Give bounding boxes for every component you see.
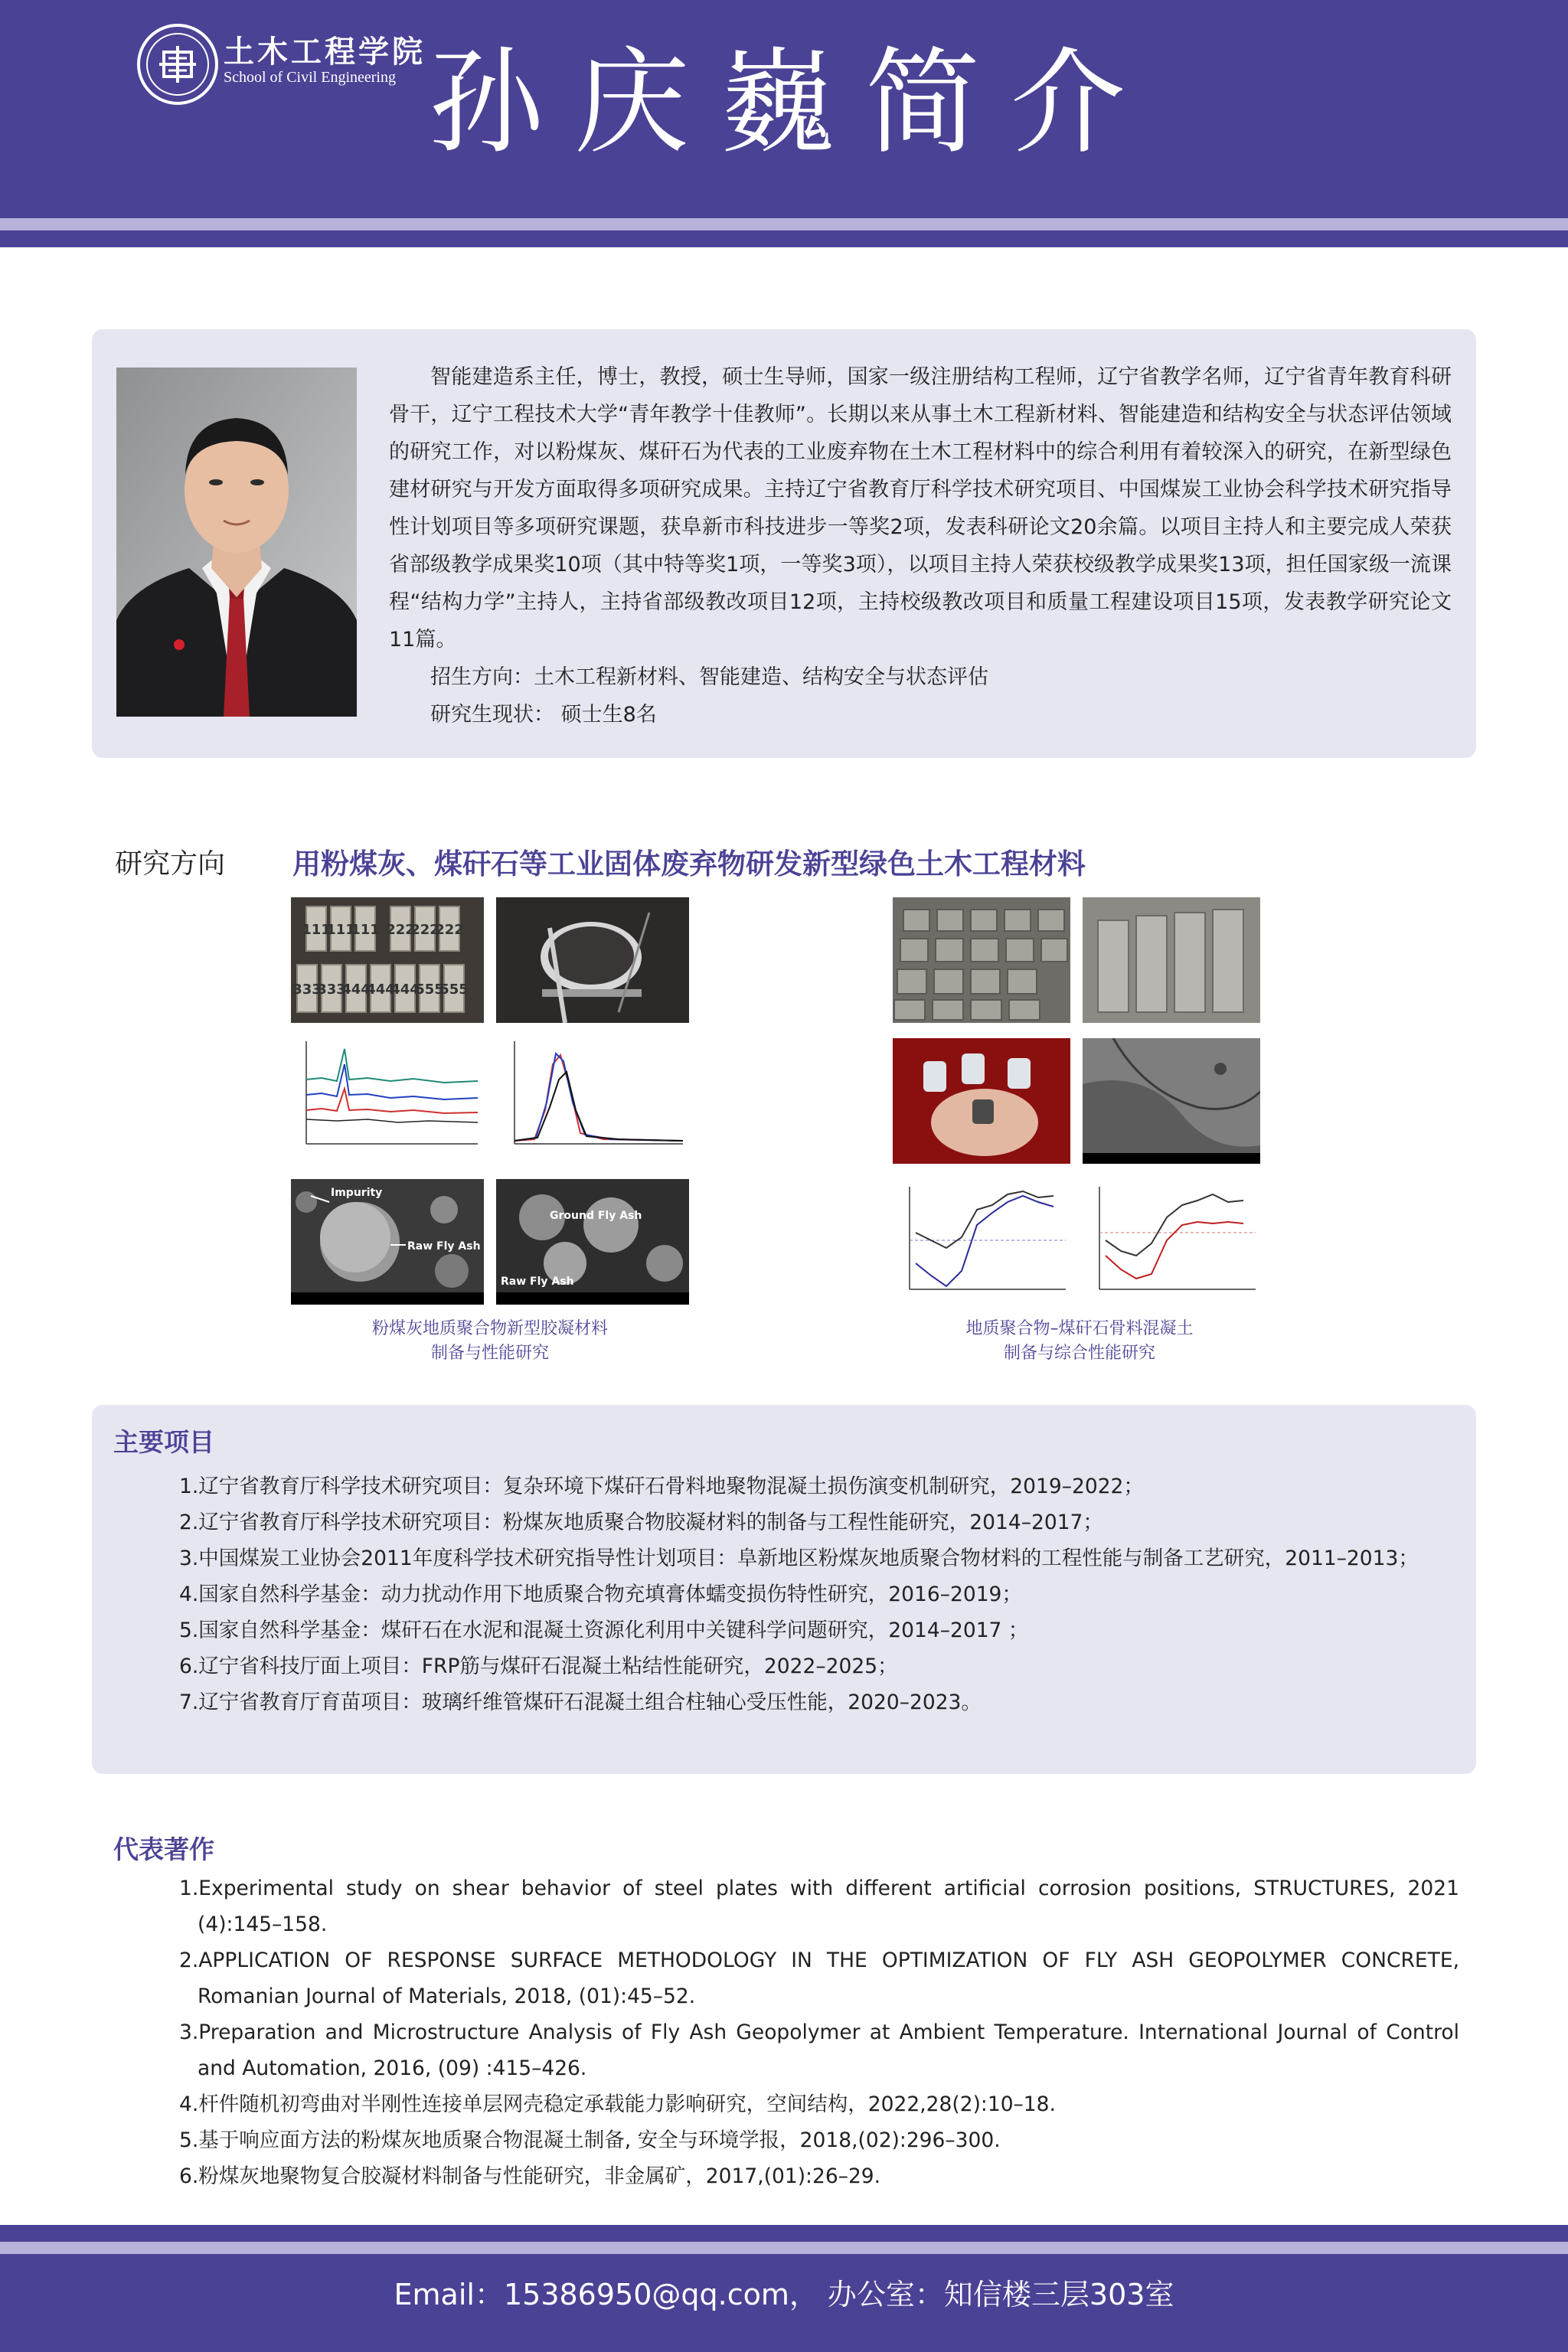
sample-label: 222: [435, 922, 464, 938]
sample-label: 222: [386, 922, 415, 938]
sample-label: 444: [366, 982, 395, 998]
concrete-cubes-photo: [893, 897, 1070, 1023]
sem-raw-fly-ash-image: [291, 1179, 484, 1305]
test-apparatus-photo: [496, 897, 689, 1023]
sem-label-ground-fly-ash: Ground Fly Ash: [550, 1210, 642, 1222]
bio-admission: 招生方向：土木工程新材料、智能建造、结构安全与状态评估: [430, 665, 988, 689]
publications-list: [179, 1870, 1459, 2194]
right-caption-line2: 制备与综合性能研究: [1003, 1344, 1155, 1363]
project-item: 4.国家自然科学基金：动力扰动作用下地质聚合物充填膏体蠕变损伤特性研究，2016–2019；: [179, 1583, 1022, 1606]
school-name-en: School of Civil Engineering: [224, 69, 396, 86]
sample-label: 555: [415, 982, 444, 998]
sample-label: 333: [317, 982, 346, 998]
left-caption-line1: 粉煤灰地质聚合物新型胶凝材料: [371, 1319, 608, 1338]
project-item: 1.辽宁省教育厅科学技术研究项目：复杂环境下煤矸石骨料地聚物混凝土损伤演变机制研究，2019–2022；: [179, 1475, 1144, 1498]
sample-label: 111: [351, 922, 380, 938]
left-caption: [291, 1317, 689, 1366]
header-stripe-dark: [0, 230, 1568, 247]
projects-title: 主要项目: [113, 1427, 214, 1457]
portrait-photo: [116, 368, 357, 717]
research-title: 用粉煤灰、煤矸石等工业固体废弃物研发新型绿色土木工程材料: [292, 848, 1086, 880]
bio-students: 研究生现状： 硕士生8名: [430, 703, 657, 727]
sample-label: 444: [341, 982, 371, 998]
gangue-specimens-photo: [893, 1038, 1070, 1164]
sample-blocks-photo: [291, 897, 484, 1023]
sample-label: 111: [302, 922, 331, 938]
publication-item: 5.基于响应面方法的粉煤灰地质聚合物混凝土制备, 安全与环境学报，2018,(02):296–300.: [179, 2128, 1001, 2152]
research-label: 研究方向: [115, 848, 226, 880]
left-caption-line2: 制备与性能研究: [430, 1344, 549, 1363]
school-name-cn: 土木工程学院: [224, 34, 426, 70]
header-stripe-light: [0, 218, 1568, 230]
sample-label: 333: [292, 982, 322, 998]
page-title: 孙庆巍简介: [429, 37, 1157, 170]
project-item: 2.辽宁省教育厅科学技术研究项目：粉煤灰地质聚合物胶凝材料的制备与工程性能研究，2014–2017；: [179, 1511, 1103, 1534]
pore-distribution-chart-image: [496, 1034, 689, 1159]
bio-paragraph: 智能建造系主任，博士，教授，硕士生导师，国家一级注册结构工程师，辽宁省教学名师，辽宁省青年教育科研骨干，辽宁工程技术大学“青年教学十佳教师”。长期以来从事土木工程新材料、智能建造和结构安全与状态评估领域的研究工作，对以粉煤灰、煤矸石为代表的工业废弃物在土木工程材料中的综合利用有着较深入的研究，在新型绿色建材研究与开发方面取得多项研究成果。主持辽宁省教育厅科学技术研究项目、中国煤炭工业协会科学技术研究指导性计划项目等多项研究课题，获阜新市科技进步一等奖2项，发表科研论文20余篇。以项目主持人和主要完成人荣获省部级教学成果奖10项（其中特等奖1项，一等奖3项），以项目主持人荣获校级教学成果奖13项，担任国家级一流课程“结构力学”主持人，主持省部级教改项目12项，主持校级教改项目和质量工程建设项目15项，发表教学研究论文11篇。: [389, 365, 1452, 652]
right-caption-line1: 地质聚合物–煤矸石骨料混凝土: [965, 1319, 1194, 1338]
strength-chart-right-image: [1083, 1179, 1260, 1305]
project-item: 5.国家自然科学基金：煤矸石在水泥和混凝土资源化利用中关键科学问题研究，2014–2017 ；: [179, 1619, 1029, 1642]
publication-item: 6.粉煤灰地聚物复合胶凝材料制备与性能研究，非金属矿，2017,(01):26–29.: [179, 2164, 881, 2188]
xrd-chart-image: [291, 1034, 484, 1159]
footer-stripe-dark: [0, 2225, 1568, 2242]
sem-label-raw-fly-ash: Raw Fly Ash: [407, 1240, 481, 1253]
sem-label-impurity: Impurity: [331, 1187, 383, 1199]
footer-stripe-light: [0, 2242, 1568, 2254]
sample-label: 555: [439, 982, 469, 998]
concrete-prisms-photo: [1083, 897, 1260, 1023]
publication-item: 1.Experimental study on shear behavior of steel plates with different artificial corrosion positions, STRUCTURES, 2021 (4):145–158.: [179, 1877, 1459, 1936]
footer-contact: Email：15386950@qq.com， 办公室：知信楼三层303室: [394, 2278, 1174, 2311]
bio-text: [389, 358, 1452, 733]
sample-label: 111: [326, 922, 355, 938]
sem-ground-fly-ash-image: [496, 1179, 689, 1305]
strength-chart-left-image: [893, 1179, 1070, 1305]
publication-item: 4.杆件随机初弯曲对半刚性连接单层网壳稳定承载能力影响研究，空间结构，2022,28(2):10–18.: [179, 2092, 1056, 2116]
sample-label: 222: [410, 922, 439, 938]
sample-label: 444: [390, 982, 420, 998]
sem-label-raw-fly-ash-2: Raw Fly Ash: [501, 1276, 574, 1288]
school-logo-icon: [136, 23, 219, 106]
project-item: 6.辽宁省科技厅面上项目：FRP筋与煤矸石混凝土粘结性能研究，2022–2025；: [179, 1655, 898, 1678]
project-item: 7.辽宁省教育厅育苗项目：玻璃纤维管煤矸石混凝土组合柱轴心受压性能，2020–2023。: [179, 1690, 982, 1714]
projects-list: [179, 1468, 1435, 1720]
right-caption: [880, 1317, 1279, 1366]
publication-item: 2.APPLICATION OF RESPONSE SURFACE METHODOLOGY IN THE OPTIMIZATION OF FLY ASH GEOPOLYMER CONCRETE, Romanian Journal of Materials, 2018, (01):45–52.: [179, 1949, 1459, 2008]
sem-concrete-image: [1083, 1038, 1260, 1164]
publication-item: 3.Preparation and Microstructure Analysis of Fly Ash Geopolymer at Ambient Temperature. International Journal of Control and Automation, 2016, (09) :415–426.: [179, 2020, 1459, 2080]
publications-title: 代表著作: [113, 1834, 214, 1864]
project-item: 3.中国煤炭工业协会2011年度科学技术研究指导性计划项目：阜新地区粉煤灰地质聚合物材料的工程性能与制备工艺研究，2011–2013；: [179, 1547, 1419, 1570]
